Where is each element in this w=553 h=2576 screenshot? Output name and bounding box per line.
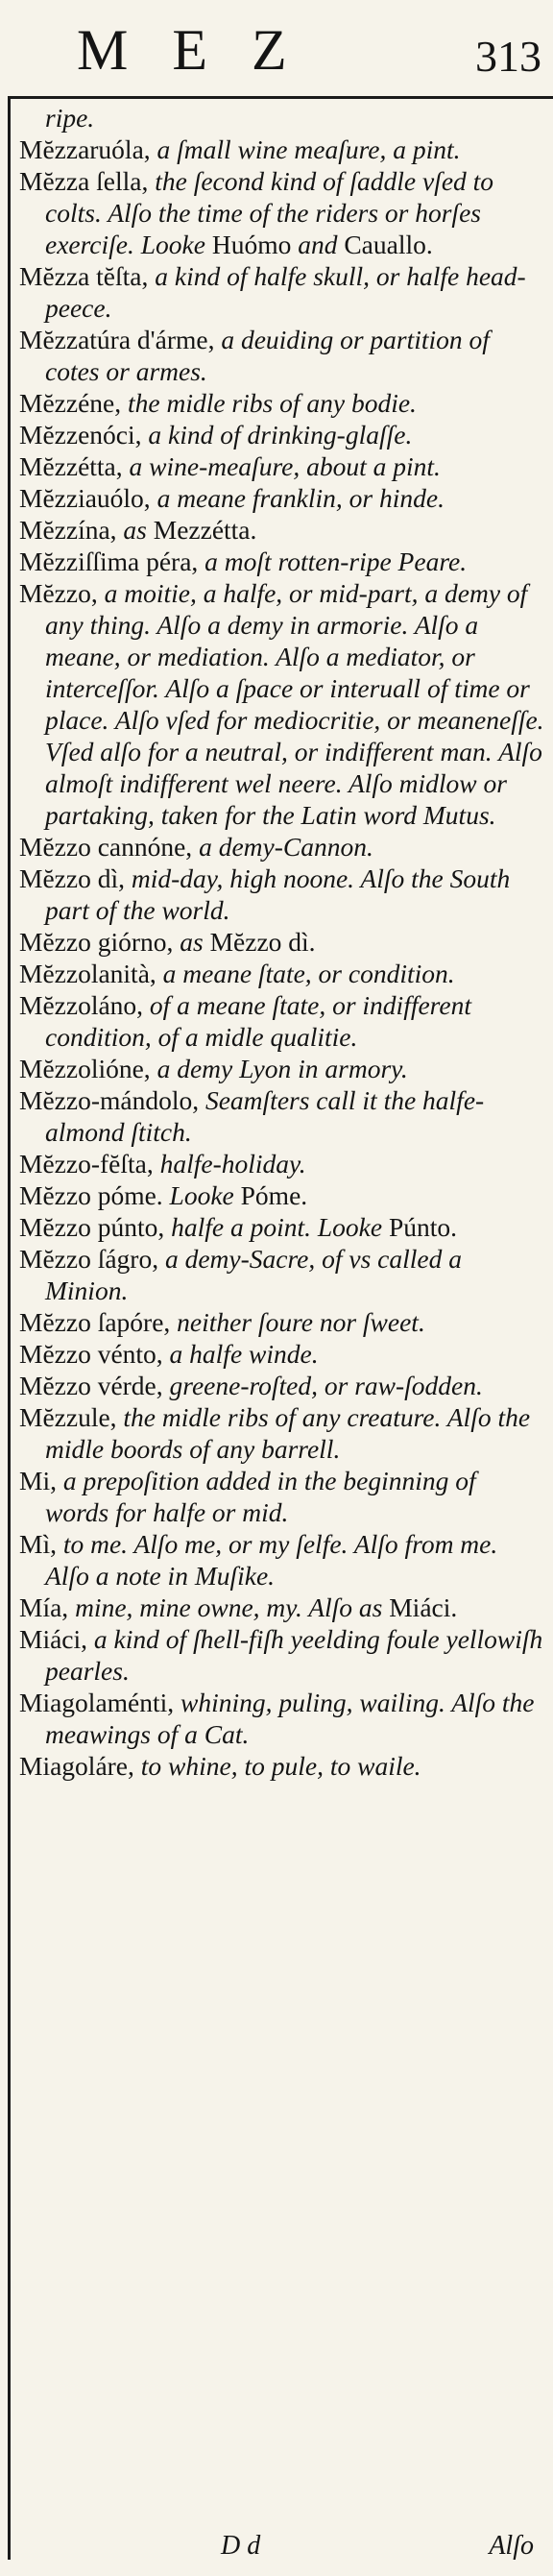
entry-headword: Mĕzzo cannóne, bbox=[19, 832, 193, 862]
entry-definition: neither ſoure nor ſweet. bbox=[170, 1307, 425, 1337]
entry-headword: Miagolaménti, bbox=[19, 1688, 175, 1717]
entry-headword: Mĕzzenóci, bbox=[19, 420, 142, 450]
entry-list bbox=[19, 102, 545, 1782]
entry-headword: Mía, bbox=[19, 1592, 69, 1622]
entry-definition: ripe. bbox=[45, 103, 95, 133]
dictionary-entry bbox=[19, 1623, 545, 1687]
dictionary-entry bbox=[19, 577, 545, 831]
signature-mark: D d bbox=[221, 2531, 261, 2561]
entry-crossref: Mĕzzo dì. bbox=[209, 927, 316, 957]
entry-headword: Mĕzzolióne, bbox=[19, 1054, 151, 1083]
entry-definition: the midle ribs of any creature. Alſo the midle boords of any barrell. bbox=[45, 1402, 531, 1464]
entry-definition: as bbox=[173, 927, 210, 957]
dictionary-entry bbox=[19, 546, 545, 577]
dictionary-entry bbox=[19, 1053, 545, 1084]
page-footer bbox=[0, 2531, 553, 2569]
entry-definition: to whine, to pule, to waile. bbox=[133, 1751, 421, 1781]
dictionary-entry bbox=[19, 1528, 545, 1592]
entry-headword: Mĕzziauólo, bbox=[19, 483, 151, 513]
entry-definition: a kind of halfe skull, or halfe head-peece. bbox=[45, 261, 526, 323]
entry-headword: Mĕzzo vénto, bbox=[19, 1339, 163, 1369]
entry-definition: mine, mine owne, my. Alſo as bbox=[68, 1592, 390, 1622]
entry-definition: a kind of ſhell-fiſh yeelding foule yellowiſh pearles. bbox=[45, 1624, 543, 1686]
entry-definition: mid-day, high noone. Alſo the South part of the world. bbox=[45, 863, 511, 925]
entry-headword: Miagoláre, bbox=[19, 1751, 134, 1781]
dictionary-entry bbox=[19, 1465, 545, 1528]
header-rule bbox=[8, 96, 553, 99]
entry-headword: Mi, bbox=[19, 1466, 57, 1495]
entry-headword: Mĕzzo ſágro, bbox=[19, 1244, 159, 1274]
entry-definition: a demy-Sacre, of vs called a Minion. bbox=[45, 1244, 462, 1305]
entry-headword: Mĕzzaruóla, bbox=[19, 134, 151, 164]
entry-definition: to me. Alſo me, or my ſelfe. Alſo from me. Alſo a note in Muſike. bbox=[45, 1529, 498, 1591]
dictionary-entry bbox=[19, 1243, 545, 1306]
dictionary-entry bbox=[19, 1338, 545, 1370]
entry-definition: a meane franklin, or hinde. bbox=[150, 483, 445, 513]
entry-definition: the midle ribs of any bodie. bbox=[121, 388, 417, 418]
dictionary-entry bbox=[19, 1370, 545, 1401]
entry-headword: Mĕzzoláno, bbox=[19, 990, 144, 1020]
entry-crossref: Cauallo. bbox=[344, 230, 433, 259]
entry-definition: a demy-Cannon. bbox=[192, 832, 373, 862]
dictionary-entry bbox=[19, 324, 545, 387]
entry-headword: Mĕzzéne, bbox=[19, 388, 122, 418]
entry-crossref: Púnto. bbox=[388, 1212, 458, 1242]
dictionary-entry bbox=[19, 102, 545, 134]
dictionary-entry bbox=[19, 1401, 545, 1465]
dictionary-entry bbox=[19, 482, 545, 514]
entry-definition: a deuiding or partition of cotes or armes. bbox=[45, 325, 490, 386]
dictionary-entry bbox=[19, 260, 545, 324]
entry-definition: whining, puling, wailing. Alſo the meawings of a Cat. bbox=[45, 1688, 535, 1749]
dictionary-entry bbox=[19, 1687, 545, 1750]
running-header bbox=[0, 0, 553, 96]
dictionary-entry bbox=[19, 989, 545, 1053]
entry-headword: Mĕzzo póme. bbox=[19, 1180, 163, 1210]
dictionary-entry bbox=[19, 926, 545, 958]
dictionary-entry bbox=[19, 134, 545, 165]
dictionary-entry bbox=[19, 1211, 545, 1243]
entry-definition: Looke bbox=[162, 1180, 241, 1210]
entry-headword: Mì, bbox=[19, 1529, 57, 1559]
entry-headword: Mĕzzína, bbox=[19, 515, 117, 545]
entry-definition: a demy Lyon in armory. bbox=[150, 1054, 408, 1083]
entry-headword: Mĕzzatúra d'árme, bbox=[19, 325, 215, 354]
entry-definition: as bbox=[116, 515, 154, 545]
entry-headword: Mĕzzétta, bbox=[19, 451, 123, 481]
dictionary-entry bbox=[19, 419, 545, 450]
entry-crossref: Mezzétta. bbox=[153, 515, 257, 545]
dictionary-entry bbox=[19, 831, 545, 863]
entry-headword: Mĕzzo dì, bbox=[19, 863, 125, 893]
entry-definition: a kind of drinking-glaſſe. bbox=[141, 420, 413, 450]
entry-crossref: Póme. bbox=[240, 1180, 308, 1210]
dictionary-entry bbox=[19, 863, 545, 926]
entry-definition: of a meane ſtate, or indifferent condition, of a midle qualitie. bbox=[45, 990, 471, 1052]
catchword: Alſo bbox=[489, 2531, 534, 2561]
entry-headword: Mĕzzo-mándolo, bbox=[19, 1085, 200, 1115]
dictionary-entry bbox=[19, 1148, 545, 1179]
dictionary-entry bbox=[19, 514, 545, 546]
entry-definition: halfe a point. Looke bbox=[164, 1212, 389, 1242]
dictionary-entry bbox=[19, 387, 545, 419]
header-title: MEZ bbox=[77, 18, 331, 82]
entry-definition: the ſecond kind of ſaddle vſed to colts. Alſo the time of the riders or horſes exerciſe. Looke bbox=[45, 166, 494, 259]
page-number: 313 bbox=[475, 32, 541, 81]
entry-headword: Mĕzziſſima péra, bbox=[19, 547, 199, 576]
entry-definition: a moſt rotten-ripe Peare. bbox=[198, 547, 468, 576]
entry-definition: greene-roſted, or raw-ſodden. bbox=[162, 1371, 483, 1400]
entry-headword: Mĕzzo ſapóre, bbox=[19, 1307, 171, 1337]
entry-headword: Mĕzza tĕſta, bbox=[19, 261, 149, 291]
entry-definition: a meane ſtate, or condition. bbox=[156, 959, 455, 988]
entry-headword: Mĕzzo giórno, bbox=[19, 927, 174, 957]
dictionary-entry bbox=[19, 958, 545, 989]
entry-headword: Mĕzza ſella, bbox=[19, 166, 149, 196]
dictionary-entry bbox=[19, 1306, 545, 1338]
entry-definition: a halfe winde. bbox=[162, 1339, 319, 1369]
entry-crossref: Miáci. bbox=[389, 1592, 458, 1622]
dictionary-entry bbox=[19, 165, 545, 260]
entry-headword: Mĕzzo-fĕſta, bbox=[19, 1149, 154, 1179]
entry-definition: a moitie, a halfe, or mid-part, a demy of any thing. Alſo a demy in armorie. Alſo a meane, or mediation. Alſo a mediator, or interceſſor. Alſo a ſpace or interuall of time or place. Alſo vſed for mediocritie, or meaneneſſe. Vſed alſo for a neutral, or indifferent man. Alſo almoſt indifferent wel neere. Alſo midlow or partaking, taken for the Latin word Mutus. bbox=[45, 578, 544, 830]
dictionary-entry bbox=[19, 1592, 545, 1623]
entry-definition: halfe-holiday. bbox=[153, 1149, 306, 1179]
entry-headword: Mĕzzule, bbox=[19, 1402, 117, 1432]
column-rule bbox=[8, 96, 11, 2560]
entry-definition: a prepoſition added in the beginning of words for halfe or mid. bbox=[45, 1466, 476, 1527]
entry-headword: Mĕzzo, bbox=[19, 578, 98, 608]
dictionary-entry bbox=[19, 1750, 545, 1782]
dictionary-entry bbox=[19, 1084, 545, 1148]
entry-definition: a wine-meaſure, about a pint. bbox=[122, 451, 441, 481]
entry-crossref: Huómo bbox=[211, 230, 292, 259]
entry-headword: Miáci, bbox=[19, 1624, 88, 1654]
entry-headword: Mĕzzo vérde, bbox=[19, 1371, 163, 1400]
dictionary-entry bbox=[19, 1179, 545, 1211]
entry-definition: Seamſters call it the halfe-almond ſtitch. bbox=[45, 1085, 485, 1147]
dictionary-entry bbox=[19, 450, 545, 482]
entry-headword: Mĕzzo púnto, bbox=[19, 1212, 165, 1242]
entry-headword: Mĕzzolanità, bbox=[19, 959, 156, 988]
entry-definition: and bbox=[291, 230, 345, 259]
entry-definition: a ſmall wine meaſure, a pint. bbox=[150, 134, 461, 164]
